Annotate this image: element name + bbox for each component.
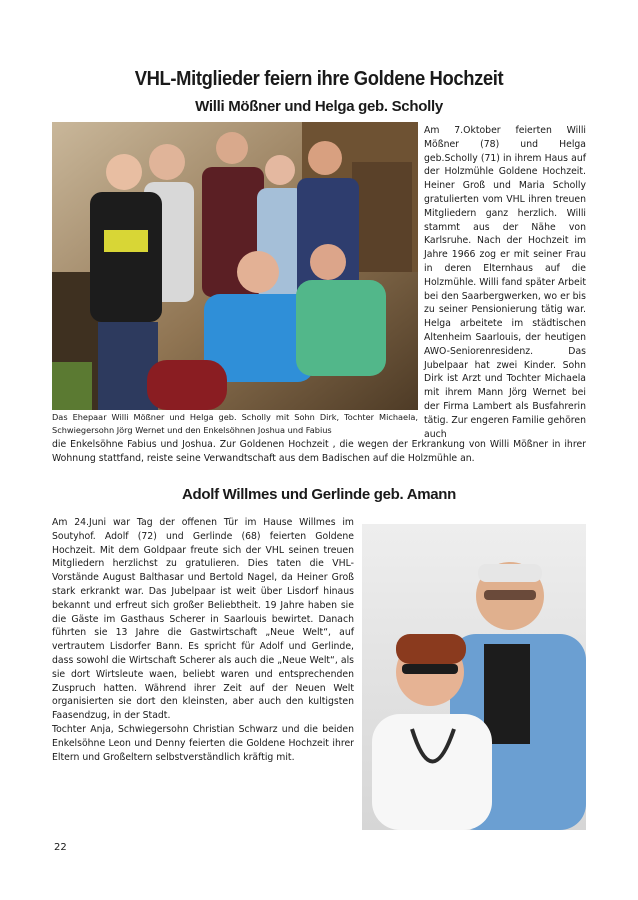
article1-photo-caption: Das Ehepaar Willi Mößner und Helga geb. Scholly mit Sohn Dirk, Tochter Michaela, Schwiegersohn Jörg Wernet und den Enkelsöhnen Joshua und Fabius <box>52 412 418 435</box>
article2-paragraph-1: Am 24.Juni war Tag der offenen Tür im Hause Willmes im Soutyhof. Adolf (72) und Gerlinde (68) feierten Goldene Hochzeit. Mit dem Goldpaar freute sich der VHL seinen treuen Mitgliedern herzlichst zu gratulieren. Dies taten die VHL-Vorstände August Balthasar und Bertold Nagel, da Heiner Groß stark erkrankt war. Das Jubelpaar ist weit über Lisdorf hinaus bekannt und erfreut sich großer Beliebtheit. 19 Jahre haben sie die Gäste im Gasthaus Scherer in Saarlouis bewirtet. Danach führten sie 13 Jahre die Gastwirtschaft „Neue Welt“, auf vertrautem Lisdorfer Bann. Es spricht für Adolf und Gerlinde, dass sowohl die Wirtschaft Scherer als auch die „Neue Welt“, als sie dort Wirtsleute waen, beliebt waren und entsprechenden Zuspruch hatten. Während ihrer Zeit auf der Neuen Welt organisierten sie dort den kleinsten, aber auch den kultigsten Faasendzug, in der Stadt. <box>52 517 354 722</box>
couple-photo <box>362 524 586 830</box>
article2-body <box>52 516 354 764</box>
article2-heading: Adolf Willmes und Gerlinde geb. Amann <box>181 486 457 503</box>
article2-paragraph-2: Tochter Anja, Schwiegersohn Christian Schwarz und die beiden Enkelsöhne Leon und Denny feierten die Goldene Hochzeit ihrer Eltern und Großeltern selbstverständlich kräftig mit. <box>52 723 354 763</box>
family-photo <box>52 122 418 410</box>
article1-side-text: Am 7.Oktober feierten Willi Mößner (78) und Helga geb.Scholly (71) in ihrem Haus auf der Holzmühle Goldene Hochzeit. Heiner Groß und Maria Scholly gratulierten vom VHL ihren treuen Mitgliedern ganz herzlich. Willi stammt aus der Nähe von Karlsruhe. Nach der Hochzeit im Jahre 1966 zog er mit seiner Frau in deren Elternhaus auf die Holzmühle. Willi fand später Arbeit bei den Saarbergwerken, wo er bis zu seiner Pensionierung tätig war. Helga arbeitete im städtischen Altenheim Saarlouis, der heutigen AWO-Seniorenresidenz. Das Jubelpaar hat zwei Kinder. Sohn Dirk ist Arzt und Tochter Michaela mit ihrem Mann Jörg Wernet bei der Firma Lambert als Busfahrerin tätig. Zur engeren Familie gehören auch <box>424 125 586 440</box>
article1-subtitle: Willi Mößner und Helga geb. Scholly <box>195 98 443 115</box>
article1-continuation: die Enkelsöhne Fabius und Joshua. Zur Goldenen Hochzeit , die wegen der Erkrankung von Willi Mößner in ihrer Wohnung stattfand, reiste seine Verwandtschaft aus dem Badischen auf die Holzmühle an. <box>52 439 586 464</box>
page-number: 22 <box>54 842 67 853</box>
page-title: VHL-Mitglieder feiern ihre Goldene Hochzeit <box>134 68 504 90</box>
